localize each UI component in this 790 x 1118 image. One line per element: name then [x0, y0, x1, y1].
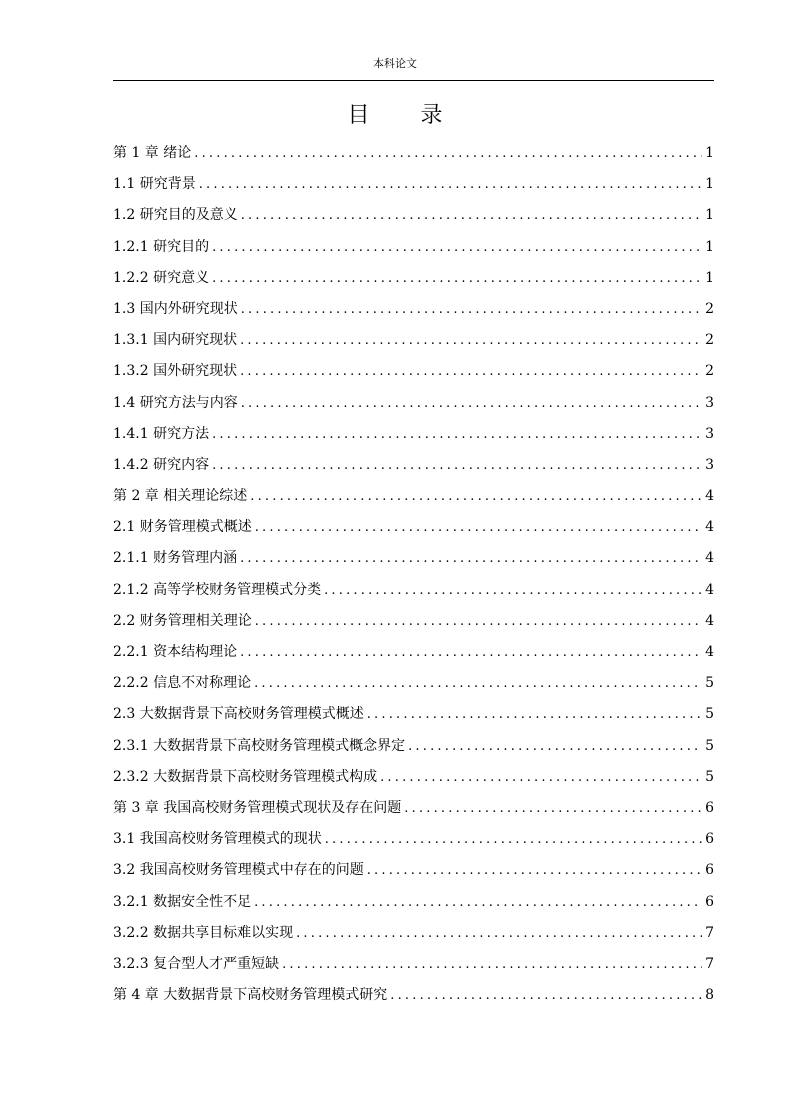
toc-entry[interactable] — [113, 512, 714, 543]
toc-dot-leader — [240, 637, 702, 668]
toc-chapter-entry[interactable] — [113, 980, 714, 1011]
toc-entry[interactable] — [113, 575, 714, 606]
toc-dot-leader — [367, 699, 702, 730]
toc-chapter-entry[interactable] — [113, 793, 714, 824]
toc-title: 目 录 — [347, 103, 465, 128]
toc-page-number: 2 — [705, 363, 714, 380]
toc-dot-leader — [296, 918, 702, 949]
toc-page-number: 1 — [705, 238, 714, 255]
toc-entry[interactable] — [113, 200, 714, 231]
toc-dot-leader — [404, 793, 702, 824]
running-header: 本科论文 — [373, 57, 417, 70]
toc-entry-label: 1.1 研究背景 — [113, 176, 196, 193]
toc-page-number: 2 — [705, 332, 714, 349]
toc-entry[interactable] — [113, 731, 714, 762]
toc-entry-label: 3.2.2 数据共享目标难以实现 — [113, 924, 294, 941]
toc-page-number: 1 — [705, 207, 714, 224]
toc-page-number: 1 — [705, 176, 714, 193]
toc-dot-leader — [324, 575, 702, 606]
toc-entry[interactable] — [113, 918, 714, 949]
toc-entry-label: 第 2 章 相关理论综述 — [113, 488, 248, 505]
toc-dot-leader — [282, 949, 702, 980]
toc-page-number: 8 — [705, 987, 714, 1004]
toc-dot-leader — [255, 512, 702, 543]
toc-entry-label: 第 1 章 绪论 — [113, 145, 192, 161]
toc-entry[interactable] — [113, 637, 714, 668]
toc-page-number: 5 — [705, 675, 714, 692]
toc-page-number: 7 — [705, 955, 714, 972]
toc-dot-leader — [199, 169, 702, 200]
toc-page-number: 6 — [705, 862, 714, 879]
toc-chapter-entry[interactable] — [113, 138, 714, 169]
toc-entry-label: 2.1.2 高等学校财务管理模式分类 — [113, 581, 322, 598]
toc-entry-label: 3.2.3 复合型人才严重短缺 — [113, 955, 280, 972]
toc-page-number: 4 — [705, 612, 714, 629]
toc-entry[interactable] — [113, 824, 714, 855]
toc-entry-label: 2.2.2 信息不对称理论 — [113, 675, 252, 692]
toc-dot-leader — [241, 388, 702, 419]
toc-entry-label: 第 4 章 大数据背景下高校财务管理模式研究 — [113, 987, 388, 1004]
toc-entry-label: 1.4 研究方法与内容 — [113, 394, 238, 411]
toc-page-number: 5 — [705, 737, 714, 754]
toc-dot-leader — [254, 887, 702, 918]
header-rule — [113, 80, 714, 81]
toc-entry-label: 1.4.2 研究内容 — [113, 456, 210, 473]
toc-dot-leader — [241, 200, 702, 231]
toc-entry[interactable] — [113, 419, 714, 450]
toc-entry[interactable] — [113, 325, 714, 356]
toc-entry-label: 3.2.1 数据安全性不足 — [113, 893, 252, 910]
toc-entry[interactable] — [113, 356, 714, 387]
toc-dot-leader — [390, 980, 702, 1011]
toc-entry[interactable] — [113, 855, 714, 886]
table-of-contents — [113, 138, 714, 1011]
toc-dot-leader — [212, 419, 702, 450]
toc-entry[interactable] — [113, 699, 714, 730]
toc-dot-leader — [255, 606, 702, 637]
toc-page-number: 1 — [705, 269, 714, 286]
toc-page-number: 2 — [705, 300, 714, 317]
toc-page-number: 4 — [705, 519, 714, 536]
toc-entry-label: 2.2 财务管理相关理论 — [113, 612, 252, 629]
toc-page-number: 4 — [705, 550, 714, 567]
toc-dot-leader — [380, 762, 702, 793]
toc-entry-label: 1.3.1 国内研究现状 — [113, 332, 238, 349]
toc-entry-label: 2.2.1 资本结构理论 — [113, 644, 238, 660]
toc-entry-label: 2.1 财务管理模式概述 — [113, 519, 252, 536]
toc-entry-label: 1.2.2 研究意义 — [113, 269, 210, 286]
toc-dot-leader — [408, 731, 702, 762]
toc-dot-leader — [212, 450, 702, 481]
toc-entry-label: 1.3.2 国外研究现状 — [113, 363, 238, 380]
toc-entry[interactable] — [113, 263, 714, 294]
toc-entry-label: 1.3 国内外研究现状 — [113, 300, 238, 317]
toc-dot-leader — [212, 263, 702, 294]
toc-entry-label: 1.2.1 研究目的 — [113, 238, 210, 255]
toc-entry-label: 2.1.1 财务管理内涵 — [113, 550, 238, 567]
toc-page-number: 4 — [705, 644, 714, 660]
toc-page-number: 3 — [705, 425, 714, 442]
toc-entry[interactable] — [113, 949, 714, 980]
toc-entry-label: 3.2 我国高校财务管理模式中存在的问题 — [113, 862, 364, 879]
toc-entry[interactable] — [113, 232, 714, 263]
toc-entry[interactable] — [113, 388, 714, 419]
toc-entry-label: 第 3 章 我国高校财务管理模式现状及存在问题 — [113, 799, 402, 816]
toc-dot-leader — [194, 138, 702, 169]
toc-page-number: 6 — [705, 831, 714, 848]
toc-entry[interactable] — [113, 543, 714, 574]
toc-dot-leader — [254, 668, 702, 699]
toc-entry[interactable] — [113, 668, 714, 699]
toc-dot-leader — [367, 855, 702, 886]
toc-page-number: 5 — [705, 706, 714, 723]
toc-entry[interactable] — [113, 606, 714, 637]
toc-entry[interactable] — [113, 887, 714, 918]
toc-dot-leader — [241, 294, 702, 325]
toc-dot-leader — [240, 543, 702, 574]
toc-entry-label: 1.2 研究目的及意义 — [113, 207, 238, 224]
toc-page-number: 1 — [705, 145, 714, 161]
toc-page-number: 6 — [705, 799, 714, 816]
toc-entry-label: 1.4.1 研究方法 — [113, 425, 210, 442]
toc-dot-leader — [250, 481, 702, 512]
toc-dot-leader — [240, 325, 702, 356]
toc-dot-leader — [325, 824, 702, 855]
toc-page-number: 4 — [705, 581, 714, 598]
toc-page-number: 5 — [705, 768, 714, 785]
toc-page-number: 3 — [705, 456, 714, 473]
toc-chapter-entry[interactable] — [113, 481, 714, 512]
toc-page-number: 4 — [705, 488, 714, 505]
toc-page-number: 7 — [705, 924, 714, 941]
toc-entry-label: 3.1 我国高校财务管理模式的现状 — [113, 831, 322, 848]
toc-entry[interactable] — [113, 294, 714, 325]
toc-dot-leader — [240, 356, 702, 387]
toc-entry[interactable] — [113, 450, 714, 481]
toc-entry[interactable] — [113, 762, 714, 793]
toc-entry-label: 2.3.2 大数据背景下高校财务管理模式构成 — [113, 768, 378, 785]
toc-entry-label: 2.3.1 大数据背景下高校财务管理模式概念界定 — [113, 737, 406, 754]
toc-entry-label: 2.3 大数据背景下高校财务管理模式概述 — [113, 706, 364, 723]
toc-entry[interactable] — [113, 169, 714, 200]
toc-page-number: 6 — [705, 893, 714, 910]
toc-dot-leader — [212, 232, 702, 263]
toc-page-number: 3 — [705, 394, 714, 411]
